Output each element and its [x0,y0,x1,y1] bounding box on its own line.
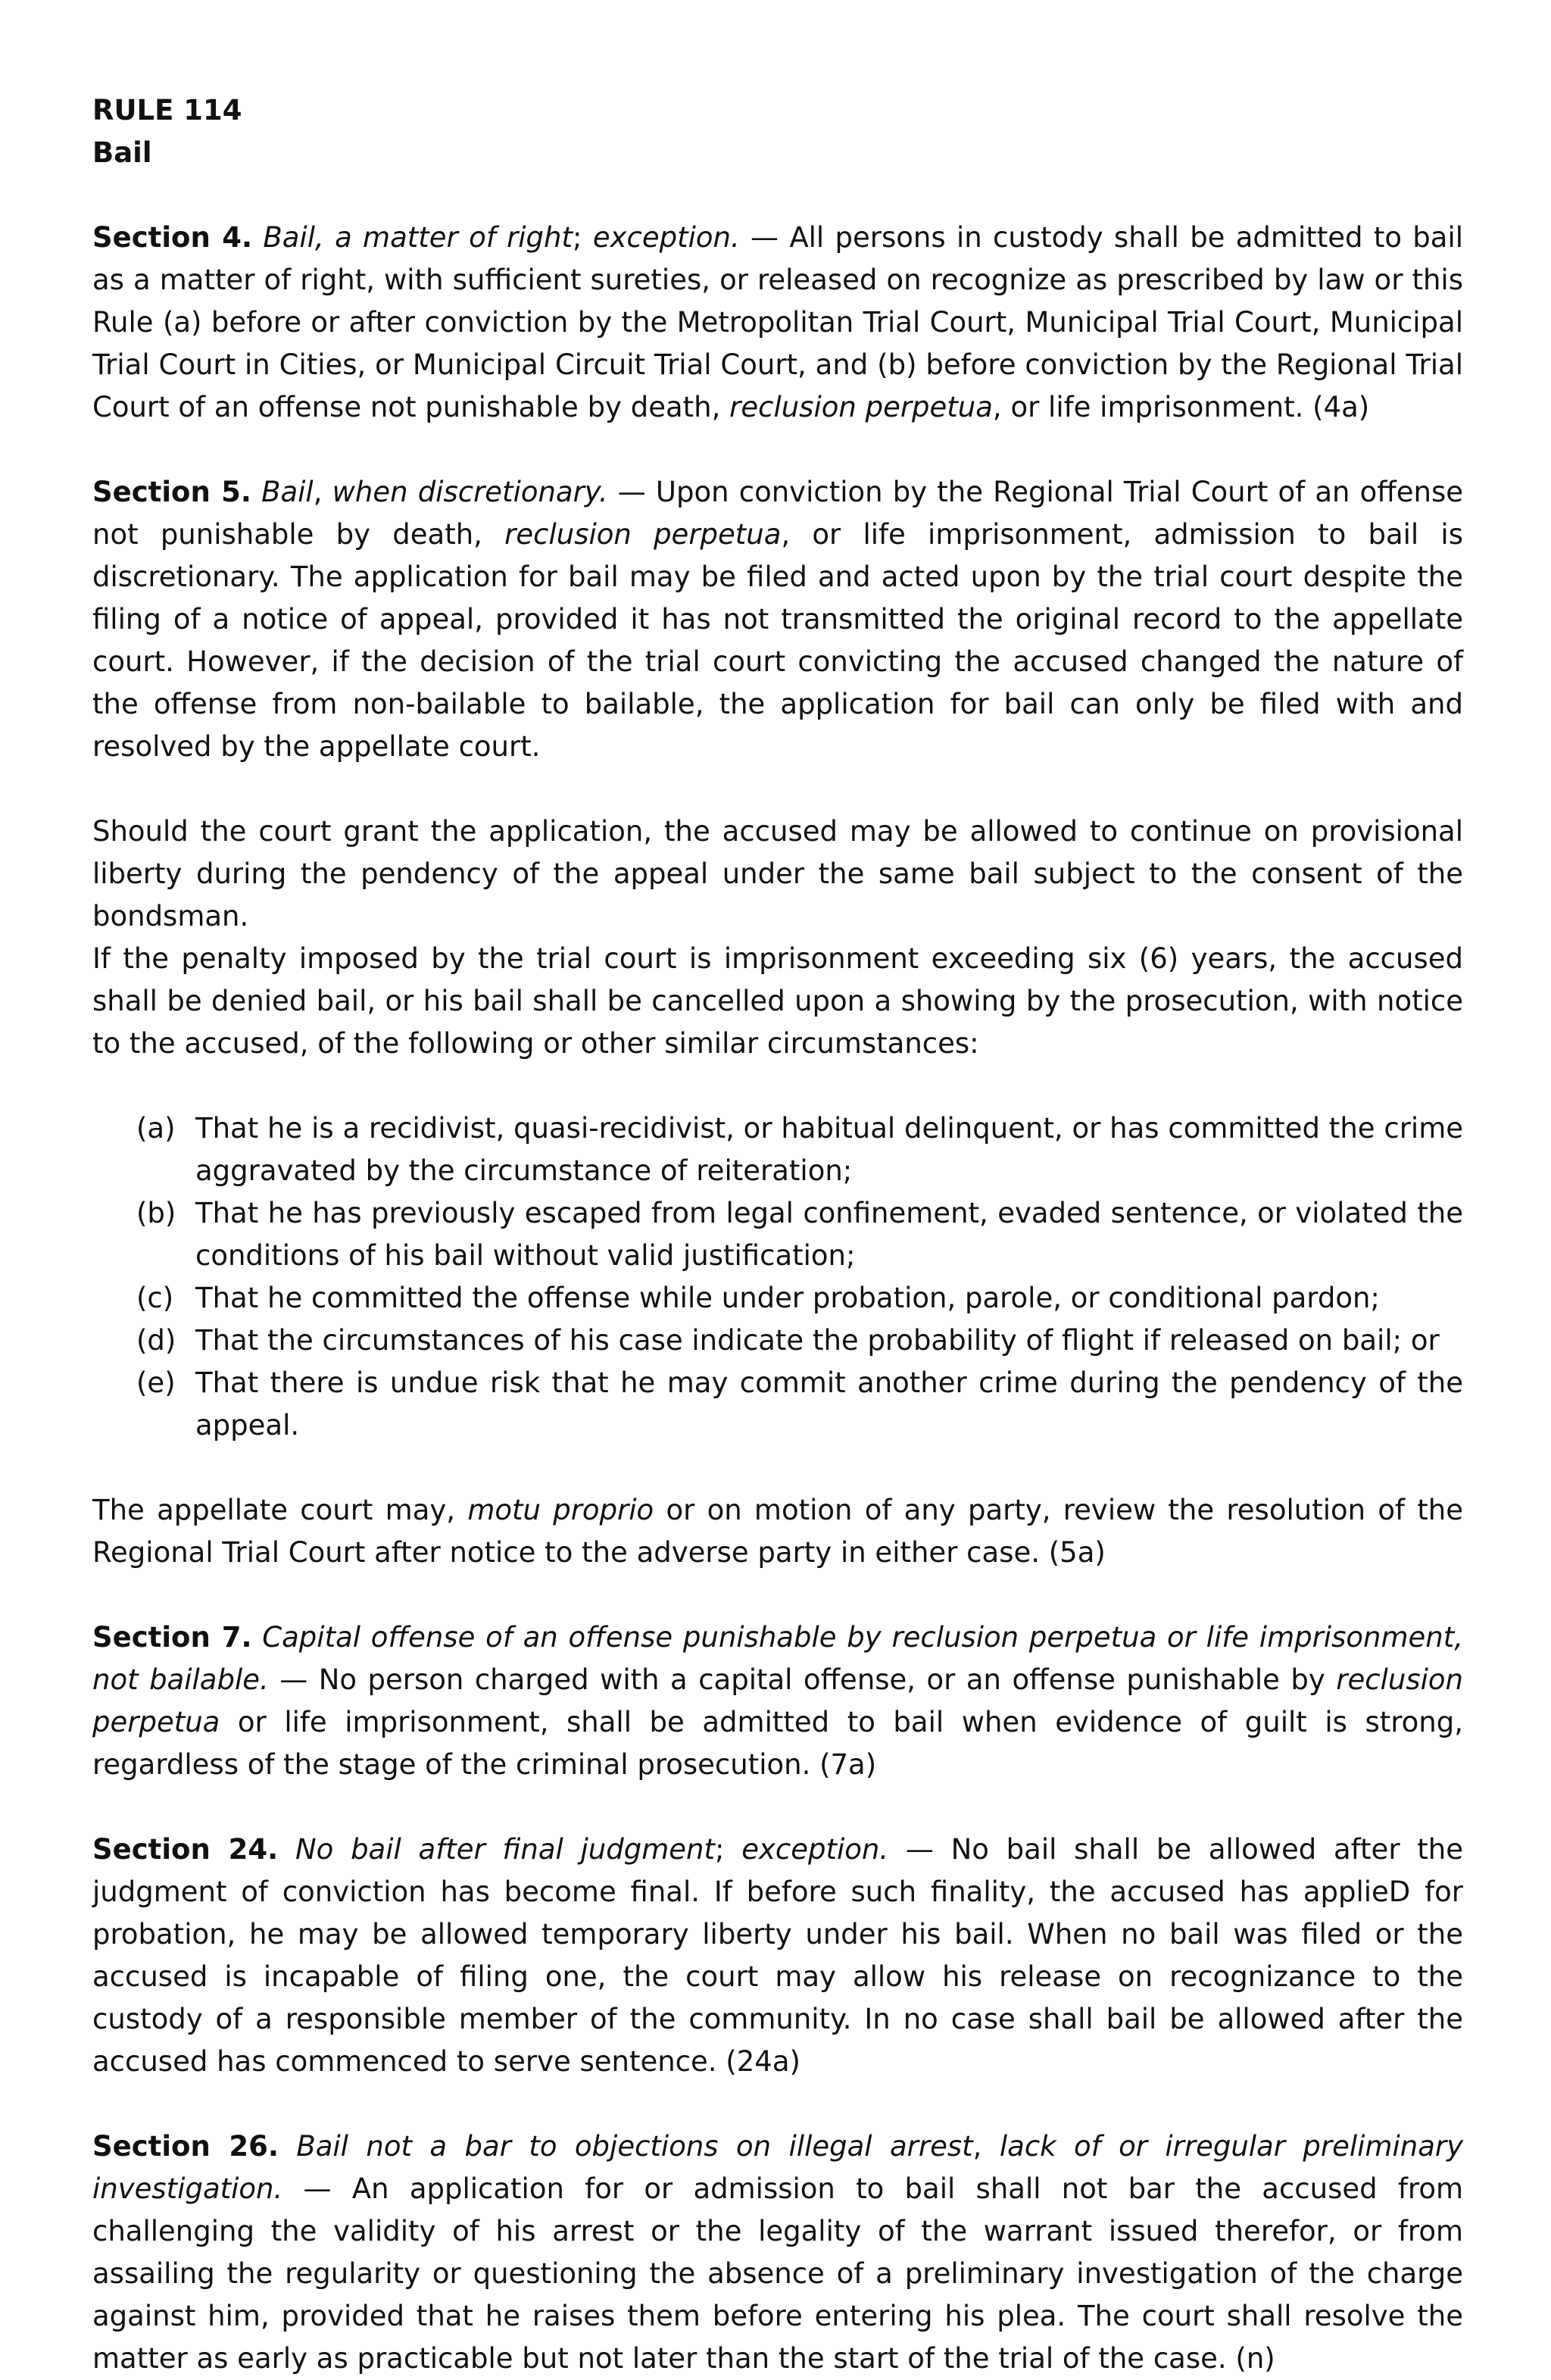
section-5-final-a: The appellate court may, [92,1494,468,1526]
condition-text: That there is undue risk that he may commit another crime during the pendency of the appeal. [195,1366,1463,1441]
conditions-list [92,1107,1463,1447]
section-5-final-term: motu proprio [467,1494,654,1526]
section-24-heading-b: exception. [741,1833,889,1866]
section-5-heading-b: when discretionary. [332,476,608,508]
condition-label: (b) [136,1197,176,1229]
section-24-label: Section 24. [92,1833,279,1866]
section-7-body: — No person charged with a capital offense, or an offense punishable by [268,1663,1337,1696]
condition-item [92,1320,1463,1362]
section-26-label: Section 26. [92,2130,279,2163]
section-5-term: reclusion perpetua [504,518,782,551]
section-26-heading-b: lack of or irregular preliminary investigation. [92,2130,1463,2205]
condition-text: That he committed the offense while under probation, parole, or conditional pardon; [195,1282,1380,1314]
section-24-heading-a: No bail after final judgment [295,1833,715,1866]
section-24 [92,1829,1463,2083]
section-4-end: , or life imprisonment. (4a) [992,391,1370,423]
condition-label: (c) [136,1282,174,1314]
condition-item [92,1192,1463,1277]
section-7-label: Section 7. [92,1621,252,1654]
section-7-term: reclusion perpetua [92,1663,1463,1738]
section-4-label: Section 4. [92,221,253,254]
condition-label: (e) [136,1366,176,1399]
section-4 [92,217,1463,429]
condition-text: That he has previously escaped from legal confinement, evaded sentence, or violated the conditions of his bail without valid justification; [195,1197,1463,1272]
section-26 [92,2125,1463,2380]
section-5-label: Section 5. [92,476,251,508]
section-5-end: , or life imprisonment, admission to bail is discretionary. The application for bail may be filed and acted upon by the trial court despite the filing of a notice of appeal, provided it has not transmitted the original record to the appellate court. However, if the decision of the trial court convicting the accused changed the nature of the offense from non-bailable to bailable, the application for bail can only be filed with and resolved by the appellate court. [92,518,1463,763]
condition-item [92,1362,1463,1447]
section-5-heading-sep: , [313,476,332,508]
condition-item [92,1107,1463,1192]
condition-text: That the circumstances of his case indicate the probability of flight if released on bail; or [195,1324,1440,1357]
section-4-heading-a: Bail, a matter of right [263,221,573,254]
section-4-term: reclusion perpetua [729,391,993,423]
section-24-body: — No bail shall be allowed after the judgment of conviction has become final. If before such finality, the accused has applieD for probation, he may be allowed temporary liberty under his bail. When no bail was filed or the accused is incapable of filing one, the court may allow his release on recognizance to the custody of a responsible member of the community. In no case shall bail be allowed after the accused has commenced to serve sentence. (24a) [92,1833,1464,2078]
condition-label: (d) [136,1324,176,1357]
section-24-heading-sep: ; [715,1833,742,1866]
section-7-end: or life imprisonment, shall be admitted to bail when evidence of guilt is strong, regardless of the stage of the criminal prosecution. (7a) [92,1706,1463,1781]
condition-text: That he is a recidivist, quasi-recidivist, or habitual delinquent, or has committed the crime aggravated by the circumstance of reiteration; [195,1112,1463,1187]
section-26-heading-a: Bail not a bar to objections on illegal arrest [296,2130,973,2163]
section-4-heading-sep: ; [573,221,582,254]
section-5-final-b: or on motion of any party, review the resolution of the Regional Trial Court after notice to the adverse party in either case. (5a) [92,1494,1463,1569]
section-5-paragraph-3: If the penalty imposed by the trial court is imprisonment exceeding six (6) years, the accused shall be denied bail, or his bail shall be cancelled upon a showing by the prosecution, with notice to the accused, of the following or other similar circumstances: [92,942,1463,1060]
condition-label: (a) [136,1112,176,1145]
section-5-paragraph-2: Should the court grant the application, the accused may be allowed to continue on provisional liberty during the pendency of the appeal under the same bail subject to the consent of the bondsman. [92,815,1463,932]
section-5-body: — Upon conviction by the Regional Trial Court of an offense not punishable by death, [92,476,1463,551]
section-4-heading-b: exception. [592,221,740,254]
section-7 [92,1616,1463,1786]
section-26-heading-sep: , [972,2130,1000,2163]
section-4-body: — All persons in custody shall be admitted to bail as a matter of right, with sufficient sureties, or released on recognize as prescribed by law or this Rule (a) before or after conviction by the Metropolitan Trial Court, Municipal Trial Court, Municipal Trial Court in Cities, or Municipal Circuit Trial Court, and (b) before conviction by the Regional Trial Court of an offense not punishable by death, [92,221,1464,423]
rule-title: RULE 114 [92,94,242,126]
rule-subtitle: Bail [92,136,152,169]
section-5-final-paragraph [92,1489,1463,1574]
section-26-body: — An application for or admission to bail shall not bar the accused from challenging the validity of his arrest or the legality of the warrant issued therefor, or from assailing the regularity or questioning the absence of a preliminary investigation of the charge against him, provided that he raises them before entering his plea. The court shall resolve the matter as early as practicable but not later than the start of the trial of the case. (n) [92,2172,1463,2375]
section-5 [92,471,1463,768]
section-5-heading-a: Bail [261,476,314,508]
section-7-heading: Capital offense of an offense punishable by reclusion perpetua or life imprisonment, not bailable. [92,1621,1463,1696]
condition-item [92,1277,1463,1320]
